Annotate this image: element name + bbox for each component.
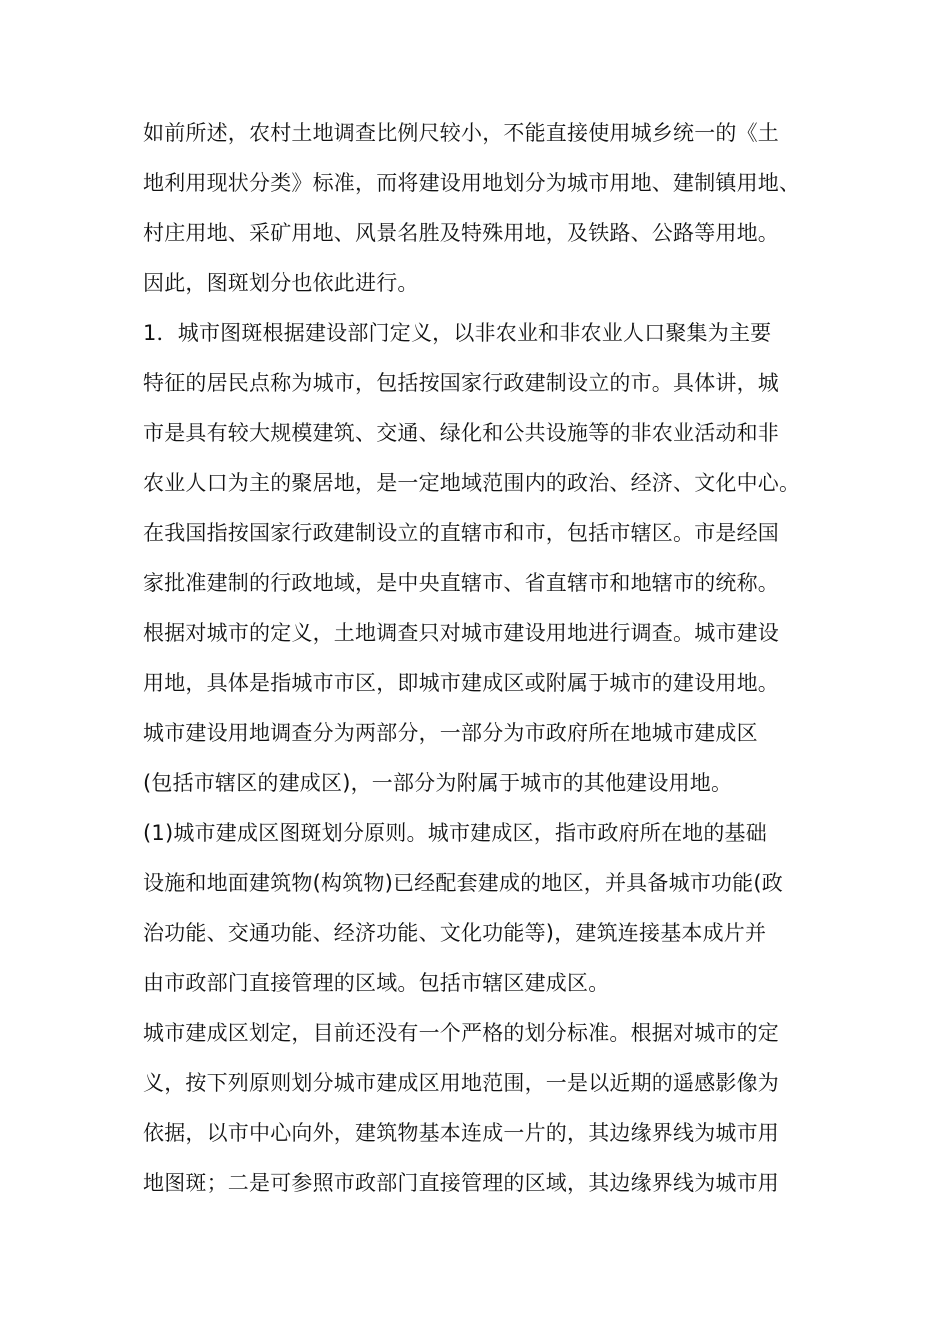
text-line: 如前所述，农村土地调查比例尺较小，不能直接使用城乡统一的《土 — [143, 121, 779, 145]
text-line: 设施和地面建筑物(构筑物)已经配套建成的地区，并具备城市功能(政 — [143, 871, 783, 895]
text-line: (包括市辖区的建成区)，一部分为附属于城市的其他建设用地。 — [143, 771, 733, 795]
text-line: 地利用现状分类》标准，而将建设用地划分为城市用地、建制镇用地、 — [143, 171, 801, 195]
text-line: 根据对城市的定义，土地调查只对城市建设用地进行调查。城市建设 — [143, 621, 779, 645]
text-line: 特征的居民点称为城市，包括按国家行政建制设立的市。具体讲，城 — [143, 371, 779, 395]
text-line: 城市建设用地调查分为两部分，一部分为市政府所在地城市建成区 — [143, 721, 758, 745]
text-line: 治功能、交通功能、经济功能、文化功能等)，建筑连接基本成片并 — [143, 921, 767, 945]
text-line: 家批准建制的行政地域，是中央直辖市、省直辖市和地辖市的统称。 — [143, 571, 779, 595]
text-line: 因此，图斑划分也依此进行。 — [143, 271, 419, 295]
text-line: 市是具有较大规模建筑、交通、绿化和公共设施等的非农业活动和非 — [143, 421, 779, 445]
text-line: 依据，以市中心向外，建筑物基本连成一片的，其边缘界线为城市用 — [143, 1121, 779, 1145]
text-line: 地图斑；二是可参照市政部门直接管理的区域，其边缘界线为城市用 — [143, 1171, 779, 1195]
text-line: 义，按下列原则划分城市建成区用地范围，一是以近期的遥感影像为 — [143, 1071, 779, 1095]
text-line: 城市建成区划定，目前还没有一个严格的划分标准。根据对城市的定 — [143, 1021, 779, 1045]
text-line: 在我国指按国家行政建制设立的直辖市和市，包括市辖区。市是经国 — [143, 521, 779, 545]
body-text — [143, 108, 811, 1208]
text-line: 1．城市图斑根据建设部门定义，以非农业和非农业人口聚集为主要 — [143, 321, 772, 345]
text-line: (1)城市建成区图斑划分原则。城市建成区，指市政府所在地的基础 — [143, 821, 767, 845]
text-line: 农业人口为主的聚居地，是一定地域范围内的政治、经济、文化中心。 — [143, 471, 801, 495]
text-line: 村庄用地、采矿用地、风景名胜及特殊用地，及铁路、公路等用地。 — [143, 221, 779, 245]
text-line: 由市政部门直接管理的区域。包括市辖区建成区。 — [143, 971, 610, 995]
text-line: 用地，具体是指城市市区，即城市建成区或附属于城市的建设用地。 — [143, 671, 779, 695]
